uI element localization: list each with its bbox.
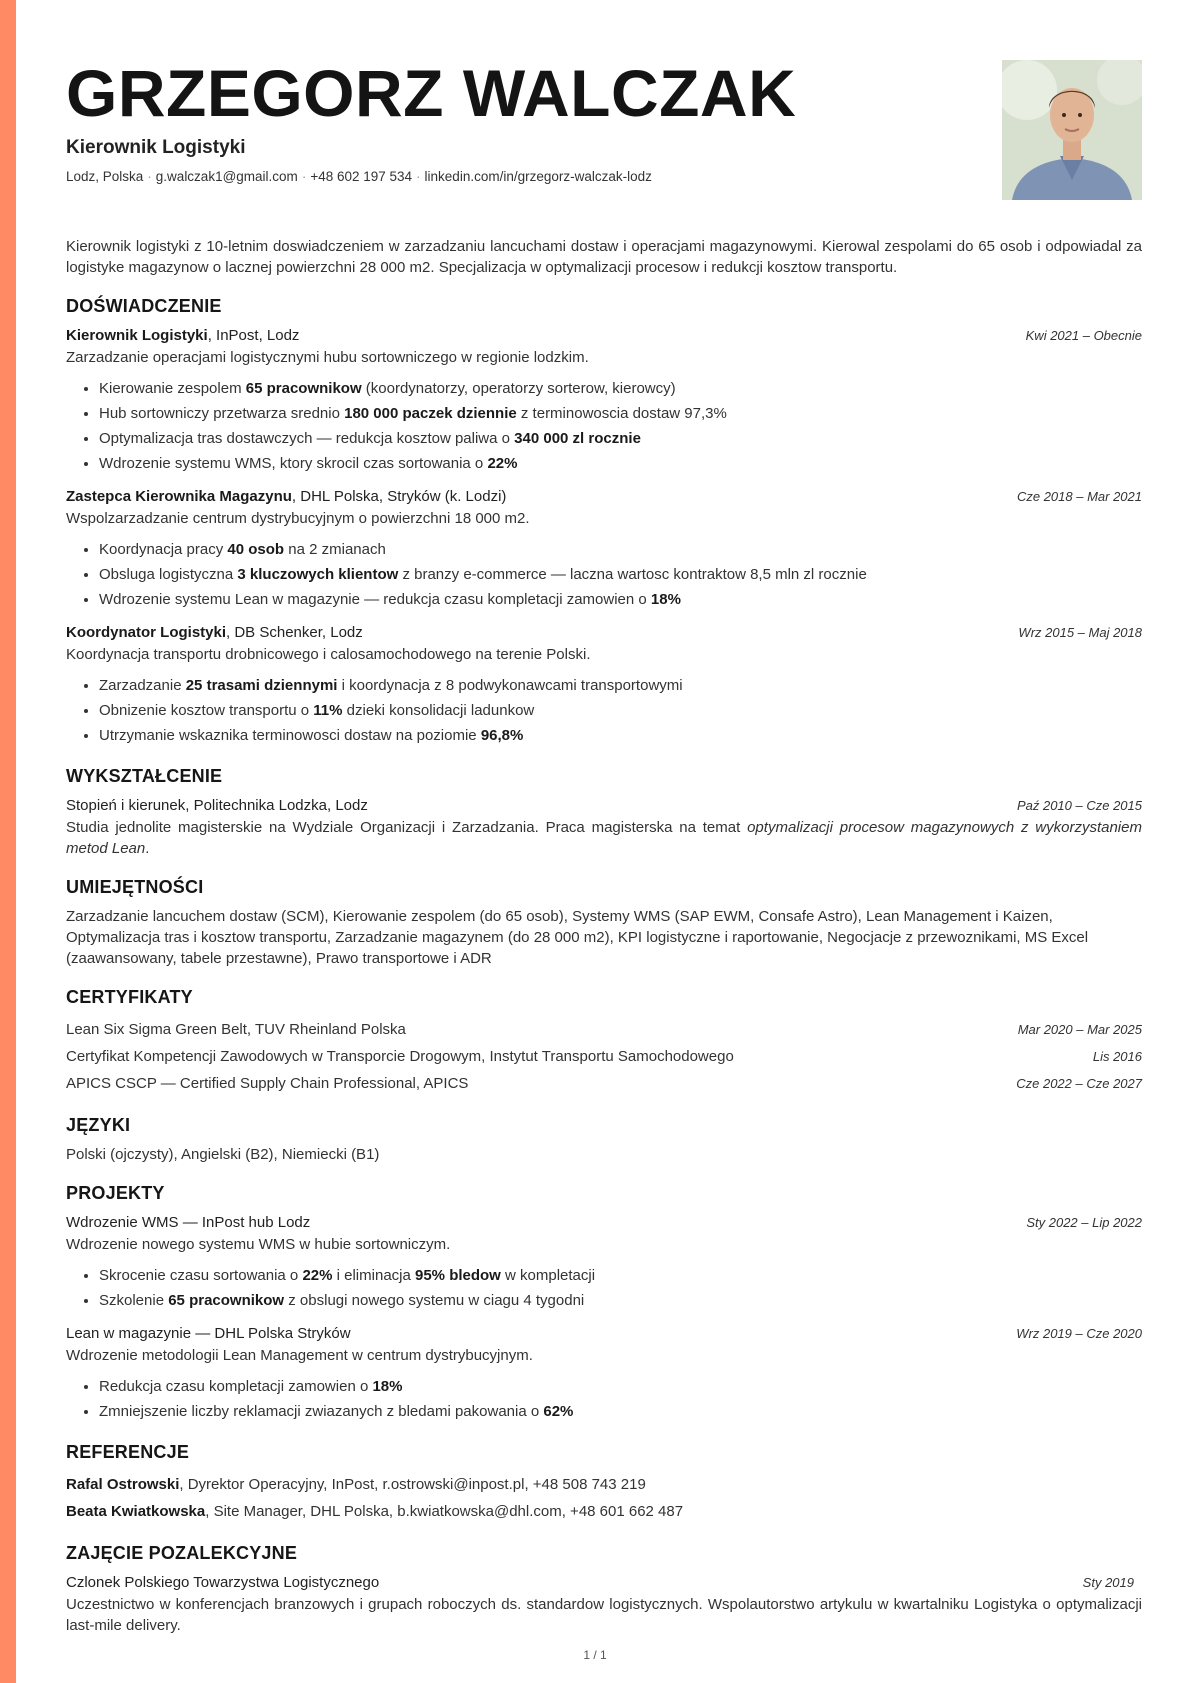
project-name: Wdrozenie WMS — InPost hub Lodz xyxy=(66,1214,311,1231)
contact-location: Lodz, Polska xyxy=(66,169,144,184)
job-bullets xyxy=(66,376,1142,476)
project-description: Wdrozenie nowego systemu WMS w hubie sortowniczym. xyxy=(66,1236,451,1253)
job-company: , DB Schenker, Lodz xyxy=(226,624,363,641)
extracurricular-date: Sty 2019 xyxy=(1082,1575,1134,1590)
resume-page xyxy=(66,50,1142,1646)
experience-entry xyxy=(66,622,1142,748)
project-entry xyxy=(66,1323,1142,1424)
education-date: Paź 2010 – Cze 2015 xyxy=(1016,798,1142,813)
references-list xyxy=(66,1471,1142,1525)
project-name: Lean w magazynie — DHL Polska Stryków xyxy=(66,1325,351,1342)
bullet-item: • Wdrozenie systemu Lean w magazynie — redukcja czasu kompletacji zamowien o 18% xyxy=(99,587,1142,612)
job-description: Wspolzarzadzanie centrum dystrybucyjnym o powierzchni 18 000 m2. xyxy=(66,510,530,527)
section-title-references: REFERENCJE xyxy=(66,1442,190,1462)
job-date: Kwi 2021 – Obecnie xyxy=(1025,328,1142,343)
section-title-certificates: CERTYFIKATY xyxy=(66,987,193,1007)
job-description: Koordynacja transportu drobnicowego i calosamochodowego na terenie Polski. xyxy=(66,646,591,663)
job-position: Koordynator Logistyki xyxy=(66,624,227,641)
certificate-item: Certyfikat Kompetencji Zawodowych w Transporcie Drogowym, Instytut Transportu Samochodowego Lis 2016 xyxy=(66,1048,1142,1065)
experience-entry xyxy=(66,486,1142,612)
contact-phone[interactable]: +48 602 197 534 xyxy=(310,169,413,184)
contact-line xyxy=(66,169,1142,184)
bullet-item: • Hub sortowniczy przetwarza srednio 180 000 paczek dziennie z terminowoscia dostaw 97,3% xyxy=(99,401,1142,426)
summary: Kierownik logistyki z 10-letnim doswiadczeniem w zarzadzaniu lancuchami dostaw i operacjami magazynowymi. Kierowal zespolami do 65 osob i odpowiadal za logistyke magazynow o lacznej powierzchni 28 000 m2. Specjalizacja w optymalizacji procesow i redukcji kosztow transportu. xyxy=(66,238,1142,276)
education-entry xyxy=(66,795,1142,859)
bullet-item: • Optymalizacja tras dostawczych — redukcja kosztow paliwa o 340 000 zl rocznie xyxy=(99,426,1142,451)
job-date: Wrz 2015 – Maj 2018 xyxy=(1018,625,1142,640)
skills-list: Zarzadzanie lancuchem dostaw (SCM), Kierowanie zespolem (do 65 osob), Systemy WMS (SAP EWM, Consafe Astro), Lean Management i Kaizen, Optymalizacja tras i kosztow transportu, Zarzadzanie magazynem (do 28 000 m2), KPI logistyczne i raportowanie, Negocjacje z przewoznikami, MS Excel (zaawansowany, tabele przestawne), Prawo transportowe i ADR xyxy=(66,908,1089,967)
section-title-skills: UMIEJĘTNOŚCI xyxy=(66,877,204,897)
job-bullets xyxy=(66,537,1142,612)
project-entry xyxy=(66,1212,1142,1313)
certificate-item: Lean Six Sigma Green Belt, TUV Rheinland Polska Mar 2020 – Mar 2025 xyxy=(66,1021,1142,1038)
project-date: Wrz 2019 – Cze 2020 xyxy=(1016,1326,1142,1341)
section-title-languages: JĘZYKI xyxy=(66,1115,131,1135)
education-description: Studia jednolite magisterskie na Wydziale Organizacji i Zarzadzania. Praca magisterska na temat optymalizacji procesow magazynowych z wykorzystaniem metod Lean. xyxy=(66,819,1142,857)
education-degree: Stopień i kierunek, Politechnika Lodzka, Lodz xyxy=(66,797,368,814)
bullet-item: • Obnizenie kosztow transportu o 11% dzieki konsolidacji ladunkow xyxy=(99,698,1142,723)
job-position: Kierownik Logistyki xyxy=(66,327,208,344)
contact-separator: · xyxy=(416,169,421,184)
reference-item: Beata Kwiatkowska, Site Manager, DHL Polska, b.kwiatkowska@dhl.com, +48 601 662 487 xyxy=(66,1503,684,1520)
section-title-projects: PROJEKTY xyxy=(66,1183,165,1203)
bullet-item: • Redukcja czasu kompletacji zamowien o 18% xyxy=(99,1374,1142,1399)
project-bullets xyxy=(66,1263,1142,1313)
job-bullets xyxy=(66,673,1142,748)
languages-list: Polski (ojczysty), Angielski (B2), Niemiecki (B1) xyxy=(66,1146,380,1163)
certificate-item: APICS CSCP — Certified Supply Chain Professional, APICS Cze 2022 – Cze 2027 xyxy=(66,1075,1142,1092)
section-title-extracurricular: ZAJĘCIE POZALEKCYJNE xyxy=(66,1543,298,1563)
candidate-name: GRZEGORZ WALCZAK xyxy=(66,56,797,130)
bullet-item: • Skrocenie czasu sortowania o 22% i eliminacja 95% bledow w kompletacji xyxy=(99,1263,1142,1288)
project-description: Wdrozenie metodologii Lean Management w centrum dystrybucyjnym. xyxy=(66,1347,533,1364)
project-bullets xyxy=(66,1374,1142,1424)
contact-linkedin[interactable]: linkedin.com/in/grzegorz-walczak-lodz xyxy=(424,169,652,184)
extracurricular-name: Czlonek Polskiego Towarzystwa Logistycznego xyxy=(66,1574,380,1591)
header xyxy=(66,56,1142,200)
project-date: Sty 2022 – Lip 2022 xyxy=(1026,1215,1142,1230)
job-date: Cze 2018 – Mar 2021 xyxy=(1016,489,1142,504)
reference-item: Rafal Ostrowski, Dyrektor Operacyjny, InPost, r.ostrowski@inpost.pl, +48 508 743 219 xyxy=(66,1476,646,1493)
bullet-item: • Zmniejszenie liczby reklamacji zwiazanych z bledami pakowania o 62% xyxy=(99,1399,1142,1424)
bullet-item: • Obsluga logistyczna 3 kluczowych klientow z branzy e-commerce — laczna wartosc kontraktow 8,5 mln zl rocznie xyxy=(99,562,1142,587)
section-title-education: WYKSZTAŁCENIE xyxy=(66,766,223,786)
bullet-item: • Kierowanie zespolem 65 pracownikow (koordynatorzy, operatorzy sorterow, kierowcy) xyxy=(99,376,1142,401)
profile-photo xyxy=(1002,60,1142,200)
bullet-item: • Wdrozenie systemu WMS, ktory skrocil czas sortowania o 22% xyxy=(99,451,1142,476)
candidate-role: Kierownik Logistyki xyxy=(66,137,246,158)
bullet-item: • Utrzymanie wskaznika terminowosci dostaw na poziomie 96,8% xyxy=(99,723,1142,748)
extracurricular-description: Uczestnictwo w konferencjach branzowych i grupach roboczych ds. standardow logistycznych. Wspolautorstwo artykulu w kwartalniku Logistyka o optymalizacji last-mile delivery. xyxy=(66,1596,1142,1634)
page-number: 1 / 1 xyxy=(583,1648,607,1662)
contact-separator: · xyxy=(147,169,152,184)
job-company: , DHL Polska, Stryków (k. Lodzi) xyxy=(291,488,507,505)
bullet-item: • Szkolenie 65 pracownikow z obslugi nowego systemu w ciagu 4 tygodni xyxy=(99,1288,1142,1313)
extracurricular-entry xyxy=(66,1572,1142,1636)
accent-bar xyxy=(0,0,16,1683)
job-position: Zastepca Kierownika Magazynu xyxy=(66,488,292,505)
section-title-experience: DOŚWIADCZENIE xyxy=(66,296,222,316)
contact-separator: · xyxy=(301,169,307,184)
profile-photo-illustration xyxy=(1002,60,1142,200)
bullet-item: • Zarzadzanie 25 trasami dziennymi i koordynacja z 8 podwykonawcami transportowymi xyxy=(99,673,1142,698)
certificates-list xyxy=(66,1016,1142,1097)
experience-entry xyxy=(66,325,1142,476)
bullet-item: • Koordynacja pracy 40 osob na 2 zmianach xyxy=(99,537,1142,562)
job-company: , InPost, Lodz xyxy=(207,327,300,344)
contact-email[interactable]: g.walczak1@gmail.com xyxy=(155,169,298,184)
job-description: Zarzadzanie operacjami logistycznymi hubu sortowniczego w regionie lodzkim. xyxy=(66,349,589,366)
